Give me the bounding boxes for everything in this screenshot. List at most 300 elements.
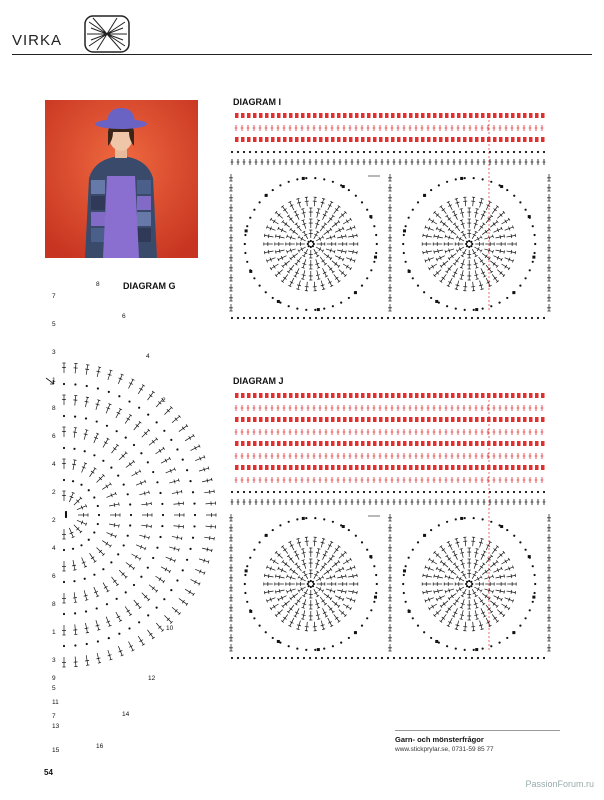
slip-stitch-symbol — [403, 569, 406, 572]
stitch-crossbar — [460, 275, 464, 276]
stitch-top — [460, 279, 463, 280]
stitch-symbol — [271, 219, 279, 224]
row-number: 10 — [166, 625, 174, 632]
chain-stitch-symbol — [74, 383, 76, 385]
chain-stitch-symbol — [97, 387, 99, 389]
chain-stitch-symbol — [477, 151, 479, 153]
stitch-block — [367, 465, 371, 470]
row-number: 5 — [52, 321, 56, 328]
stitch-symbol — [296, 564, 301, 571]
chain-stitch-symbol — [429, 657, 431, 659]
stitch-block — [241, 113, 245, 118]
stitch-block — [445, 113, 449, 118]
chain-stitch-symbol — [127, 493, 129, 495]
stitch-block — [367, 393, 371, 398]
chain-stitch-symbol — [315, 151, 317, 153]
stitch-symbol — [296, 224, 301, 231]
chain-stitch-symbol — [473, 309, 475, 311]
stitch-crossbar — [85, 401, 89, 402]
chain-stitch-symbol — [435, 491, 437, 493]
stitch-symbol — [343, 559, 351, 564]
chain-stitch-symbol — [405, 225, 407, 227]
stitch-crossbar — [293, 570, 295, 573]
stitch-block — [451, 393, 455, 398]
stitch-block — [481, 417, 485, 422]
chain-stitch-symbol — [446, 181, 448, 183]
chain-stitch-symbol — [399, 491, 401, 493]
stitch-crossbar — [442, 549, 445, 551]
chain-stitch-symbol — [366, 209, 368, 211]
stitch-symbol — [173, 526, 183, 527]
stitch-symbol — [334, 206, 339, 213]
chain-stitch-symbol — [97, 523, 99, 525]
stitch-crossbar — [346, 560, 348, 563]
stitch-block — [355, 137, 359, 142]
stitch-crossbar — [335, 617, 338, 619]
stitch-block — [451, 465, 455, 470]
stitch-crossbar — [511, 574, 512, 578]
stitch-block — [445, 137, 449, 142]
stitch-block — [283, 465, 287, 470]
slip-stitch-symbol — [500, 185, 503, 188]
stitch-block — [235, 113, 239, 118]
chain-stitch-symbol — [387, 491, 389, 493]
stitch-block — [517, 417, 521, 422]
chain-stitch-symbol — [125, 591, 127, 593]
stitch-symbol — [147, 392, 153, 400]
stitch-crossbar — [279, 589, 280, 593]
stitch-symbol — [328, 265, 334, 272]
stitch-block — [325, 465, 329, 470]
stitch-symbol — [449, 253, 456, 258]
stitch-crossbar — [113, 448, 116, 450]
chain-stitch-symbol — [267, 657, 269, 659]
yarn-ball-logo-icon — [83, 14, 131, 54]
stitch-top — [423, 234, 424, 237]
stitch-symbol — [497, 610, 504, 616]
stitch-crossbar — [182, 600, 184, 603]
slip-stitch-symbol — [460, 517, 463, 520]
stitch-top — [460, 607, 463, 608]
stitch-crossbar — [321, 600, 324, 602]
chain-stitch-symbol — [63, 581, 65, 583]
stitch-block — [325, 393, 329, 398]
stitch-block — [349, 113, 353, 118]
chain-stitch-symbol — [376, 583, 378, 585]
stitch-block — [283, 441, 287, 446]
stitch-crossbar — [442, 209, 445, 211]
chain-stitch-symbol — [543, 657, 545, 659]
stitch-block — [493, 417, 497, 422]
chain-stitch-symbol — [447, 151, 449, 153]
slip-stitch-symbol — [475, 308, 478, 311]
stitch-top — [287, 250, 288, 253]
chain-stitch-symbol — [464, 517, 466, 519]
stitch-crossbar — [159, 578, 161, 581]
chain-stitch-symbol — [253, 549, 255, 551]
chain-stitch-symbol — [446, 521, 448, 523]
stitch-block — [457, 393, 461, 398]
stitch-top — [275, 574, 276, 577]
stitch-top — [504, 250, 505, 253]
stitch-top — [492, 250, 493, 253]
stitch-crossbar — [427, 590, 428, 594]
chain-stitch-symbol — [468, 240, 470, 242]
stitch-top — [208, 467, 209, 470]
chain-stitch-symbol — [123, 544, 125, 546]
chain-stitch-symbol — [339, 317, 341, 319]
chain-stitch-symbol — [272, 189, 274, 191]
chain-stitch-symbol — [340, 642, 342, 644]
chain-stitch-symbol — [170, 439, 172, 441]
stitch-block — [319, 441, 323, 446]
stitch-crossbar — [455, 260, 458, 262]
stitch-block — [391, 441, 395, 446]
stitch-block — [499, 113, 503, 118]
stitch-top — [275, 590, 276, 593]
stitch-block — [493, 113, 497, 118]
stitch-symbol — [291, 229, 298, 234]
stitch-symbol — [156, 623, 162, 631]
stitch-block — [415, 417, 419, 422]
slip-stitch-symbol — [374, 256, 377, 259]
watermark: PassionForum.ru — [525, 779, 594, 789]
stitch-crossbar — [268, 250, 269, 254]
chain-stitch-symbol — [471, 317, 473, 319]
stitch-top — [346, 250, 347, 253]
stitch-block — [241, 441, 245, 446]
stitch-symbol — [283, 601, 290, 607]
stitch-block — [361, 417, 365, 422]
stitch-crossbar — [114, 503, 115, 507]
diagram-i-title: DIAGRAM I — [233, 97, 281, 107]
chain-stitch-symbol — [303, 317, 305, 319]
stitch-top — [460, 560, 463, 561]
slip-stitch-symbol — [249, 610, 252, 613]
chain-stitch-symbol — [93, 531, 95, 533]
model-photo — [45, 100, 198, 258]
chain-stitch-symbol — [501, 317, 503, 319]
stitch-block — [535, 441, 539, 446]
chain-stitch-symbol — [361, 541, 363, 543]
chain-stitch-symbol — [355, 195, 357, 197]
chain-stitch-symbol — [315, 657, 317, 659]
stitch-block — [415, 113, 419, 118]
stitch-block — [265, 465, 269, 470]
chain-stitch-symbol — [351, 151, 353, 153]
stitch-crossbar — [279, 249, 280, 253]
stitch-top — [302, 560, 305, 561]
chain-stitch-symbol — [411, 317, 413, 319]
stitch-block — [385, 417, 389, 422]
chain-stitch-symbol — [279, 184, 281, 186]
stitch-symbol — [429, 559, 437, 564]
stitch-block — [397, 113, 401, 118]
chain-stitch-symbol — [312, 241, 314, 243]
stitch-symbol — [314, 282, 315, 291]
slip-stitch-symbol — [512, 291, 515, 294]
chain-stitch-symbol — [513, 657, 515, 659]
stitch-block — [499, 417, 503, 422]
stitch-block — [247, 393, 251, 398]
stitch-symbol — [125, 415, 131, 423]
stitch-crossbar — [335, 209, 338, 211]
stitch-symbol — [465, 282, 466, 291]
chain-stitch-symbol — [308, 241, 310, 243]
stitch-symbol — [306, 537, 307, 546]
chain-stitch-symbol — [348, 189, 350, 191]
stitch-top — [317, 607, 320, 608]
chain-stitch-symbol — [519, 541, 521, 543]
stitch-symbol — [276, 212, 283, 218]
chain-stitch-symbol — [156, 421, 158, 423]
slip-stitch-symbol — [423, 534, 426, 537]
chain-stitch-symbol — [110, 561, 112, 563]
stitch-top — [481, 289, 484, 290]
stitch-symbol — [328, 605, 334, 612]
chain-stitch-symbol — [116, 598, 118, 600]
stitch-block — [493, 393, 497, 398]
chain-stitch-symbol — [531, 151, 533, 153]
stitch-symbol — [434, 212, 441, 218]
chain-stitch-symbol — [363, 491, 365, 493]
stitch-top — [504, 590, 505, 593]
stitch-crossbar — [273, 220, 275, 223]
row-number: 8 — [96, 281, 100, 288]
chain-stitch-symbol — [127, 535, 129, 537]
stitch-block — [337, 441, 341, 446]
chain-stitch-symbol — [417, 317, 419, 319]
stitch-symbol — [441, 222, 448, 228]
stitch-symbol — [296, 597, 301, 604]
chain-stitch-symbol — [84, 450, 86, 452]
chain-stitch-symbol — [244, 583, 246, 585]
chain-stitch-symbol — [393, 151, 395, 153]
stitch-symbol — [138, 385, 143, 394]
stitch-top — [460, 549, 463, 550]
stitch-symbol — [102, 484, 110, 490]
stitch-crossbar — [129, 463, 131, 466]
stitch-top — [119, 524, 120, 527]
stitch-block — [505, 113, 509, 118]
stitch-crossbar — [302, 212, 306, 213]
chain-stitch-symbol — [246, 601, 248, 603]
stitch-block — [481, 465, 485, 470]
row-number: 3 — [52, 349, 56, 356]
chain-stitch-symbol — [351, 317, 353, 319]
stitch-top — [301, 209, 304, 210]
chain-stitch-symbol — [110, 467, 112, 469]
chain-stitch-symbol — [267, 317, 269, 319]
stitch-block — [373, 113, 377, 118]
slip-stitch-symbol — [528, 215, 531, 218]
row-number: 5 — [52, 685, 56, 692]
stitch-block — [271, 393, 275, 398]
stitch-crossbar — [438, 249, 439, 253]
stitch-symbol — [441, 274, 446, 281]
stitch-top — [504, 574, 505, 577]
stitch-symbol — [155, 576, 163, 582]
slip-stitch-symbol — [435, 300, 438, 303]
stitch-crossbar — [480, 260, 483, 262]
stitch-block — [421, 465, 425, 470]
stitch-block — [355, 393, 359, 398]
chain-stitch-symbol — [244, 234, 246, 236]
stitch-symbol — [142, 430, 149, 437]
chain-stitch-symbol — [537, 317, 539, 319]
chain-stitch-symbol — [532, 565, 534, 567]
stitch-block — [265, 393, 269, 398]
stitch-symbol — [473, 537, 474, 546]
stitch-block — [517, 465, 521, 470]
stitch-top — [476, 549, 479, 550]
chain-stitch-symbol — [471, 657, 473, 659]
stitch-block — [451, 417, 455, 422]
chain-stitch-symbol — [465, 243, 467, 245]
chain-stitch-symbol — [403, 574, 405, 576]
chain-stitch-symbol — [333, 151, 335, 153]
stitch-crossbar — [327, 255, 329, 258]
stitch-symbol — [339, 610, 346, 616]
stitch-crossbar — [189, 590, 191, 593]
stitch-block — [409, 417, 413, 422]
stitch-crossbar — [346, 265, 348, 268]
chain-stitch-symbol — [305, 177, 307, 179]
stitch-top — [181, 490, 182, 493]
slip-stitch-symbol — [302, 517, 305, 520]
chain-stitch-symbol — [345, 657, 347, 659]
chain-stitch-symbol — [506, 637, 508, 639]
stitch-block — [331, 441, 335, 446]
stitch-top — [301, 279, 304, 280]
stitch-crossbar — [480, 226, 483, 228]
stitch-symbol — [172, 607, 180, 613]
chain-stitch-symbol — [272, 637, 274, 639]
chain-stitch-symbol — [363, 657, 365, 659]
stitch-crossbar — [432, 560, 434, 563]
stitch-crossbar — [207, 479, 208, 483]
chain-stitch-symbol — [279, 151, 281, 153]
chain-stitch-symbol — [405, 565, 407, 567]
stitch-block — [319, 113, 323, 118]
chain-stitch-symbol — [417, 201, 419, 203]
stitch-crossbar — [304, 592, 307, 594]
chain-stitch-symbol — [543, 151, 545, 153]
stitch-block — [241, 393, 245, 398]
stitch-block — [397, 137, 401, 142]
stitch-symbol — [479, 224, 484, 231]
stitch-block — [343, 465, 347, 470]
stitch-top — [357, 591, 358, 594]
stitch-symbol — [132, 471, 141, 476]
stitch-top — [149, 491, 150, 494]
stitch-top — [86, 365, 89, 366]
stitch-block — [523, 465, 527, 470]
chain-stitch-symbol — [243, 317, 245, 319]
stitch-block — [271, 113, 275, 118]
stitch-block — [445, 393, 449, 398]
chain-stitch-symbol — [405, 491, 407, 493]
stitch-block — [439, 465, 443, 470]
chain-stitch-symbol — [459, 491, 461, 493]
stitch-top — [423, 591, 424, 594]
stitch-block — [253, 113, 257, 118]
chain-stitch-symbol — [267, 151, 269, 153]
row-number: 16 — [96, 743, 104, 750]
stitch-block — [295, 137, 299, 142]
chain-stitch-symbol — [321, 657, 323, 659]
chain-stitch-symbol — [285, 491, 287, 493]
stitch-block — [373, 465, 377, 470]
stitch-crossbar — [189, 436, 191, 439]
stitch-block — [247, 113, 251, 118]
stitch-block — [481, 393, 485, 398]
stitch-top — [97, 629, 100, 630]
stitch-crossbar — [455, 226, 458, 228]
chain-stitch-symbol — [327, 317, 329, 319]
chain-stitch-symbol — [375, 151, 377, 153]
stitch-symbol — [288, 265, 294, 272]
chain-stitch-symbol — [267, 491, 269, 493]
stitch-top — [264, 591, 265, 594]
stitch-symbol — [490, 601, 497, 607]
stitch-symbol — [149, 585, 157, 591]
stitch-block — [355, 441, 359, 446]
stitch-symbol — [429, 604, 437, 609]
chain-stitch-symbol — [72, 480, 74, 482]
chain-stitch-symbol — [375, 592, 377, 594]
chain-stitch-symbol — [296, 518, 298, 520]
stitch-symbol — [111, 577, 117, 585]
footer-contact[interactable]: www.stickprylar.se, 0731-59 85 77 — [395, 746, 494, 753]
stitch-symbol — [328, 216, 334, 223]
slip-stitch-symbol — [460, 177, 463, 180]
stitch-symbol — [74, 428, 75, 438]
slip-stitch-symbol — [342, 525, 345, 528]
chain-stitch-symbol — [323, 518, 325, 520]
stitch-block — [283, 393, 287, 398]
chain-stitch-symbol — [483, 491, 485, 493]
stitch-block — [439, 441, 443, 446]
stitch-block — [415, 465, 419, 470]
chain-stitch-symbol — [231, 151, 233, 153]
stitch-block — [469, 113, 473, 118]
chain-stitch-symbol — [310, 240, 312, 242]
stitch-block — [463, 137, 467, 142]
stitch-symbol — [492, 206, 497, 213]
stitch-symbol — [283, 222, 290, 228]
stitch-block — [385, 465, 389, 470]
chain-stitch-symbol — [399, 151, 401, 153]
stitch-top — [97, 400, 100, 401]
stitch-top — [214, 537, 215, 540]
stitch-symbol — [134, 600, 140, 608]
stitch-block — [367, 113, 371, 118]
chain-stitch-symbol — [446, 305, 448, 307]
chain-stitch-symbol — [381, 491, 383, 493]
chain-stitch-symbol — [529, 269, 531, 271]
stitch-block — [517, 113, 521, 118]
stitch-block — [289, 137, 293, 142]
stitch-crossbar — [500, 249, 501, 253]
chain-stitch-symbol — [88, 539, 90, 541]
chain-stitch-symbol — [156, 547, 158, 549]
chain-stitch-symbol — [255, 491, 257, 493]
chain-stitch-symbol — [429, 491, 431, 493]
diagram-j-chart — [225, 390, 555, 690]
chain-stitch-symbol — [97, 505, 99, 507]
stitch-block — [445, 417, 449, 422]
